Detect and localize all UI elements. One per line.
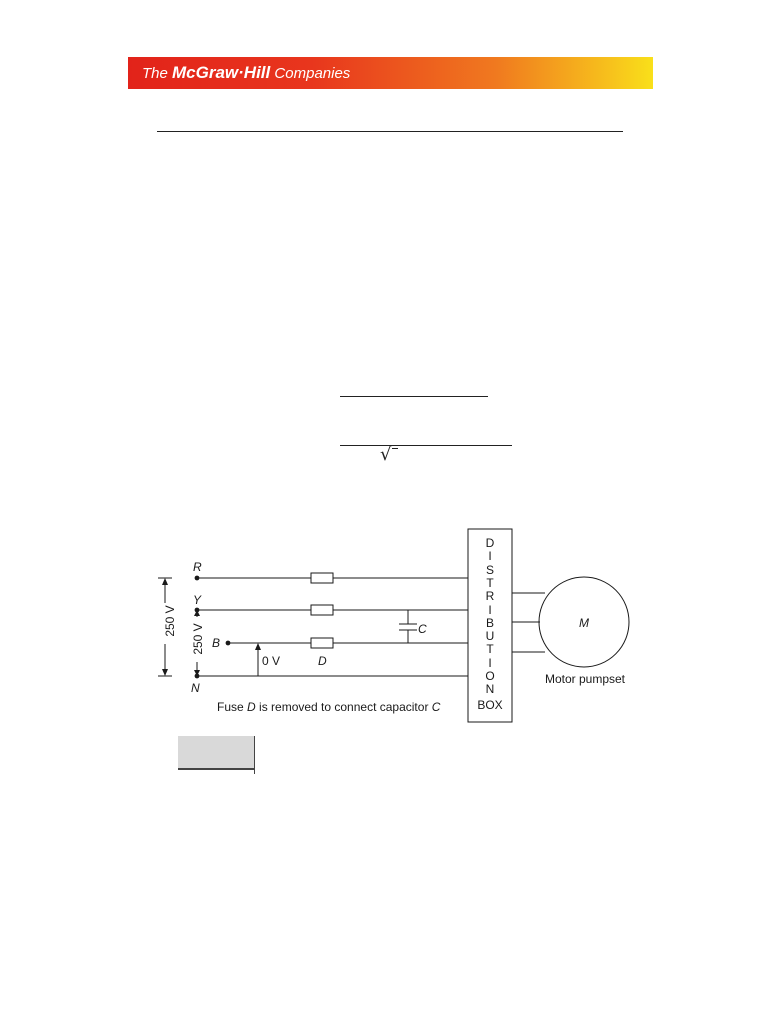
label-y: Y bbox=[193, 593, 202, 607]
node-r bbox=[195, 576, 200, 581]
zero-volt-arrowhead bbox=[255, 643, 261, 650]
fuse-r bbox=[311, 573, 333, 583]
label-n: N bbox=[191, 681, 200, 695]
dbox-letter: U bbox=[485, 629, 495, 643]
dbox-word: BOX bbox=[477, 698, 503, 712]
dim-outer-arrow-top bbox=[162, 578, 168, 585]
dbox-letter: I bbox=[488, 656, 492, 670]
dbox-letter: N bbox=[485, 682, 495, 696]
label-voltage-inner: 250 V bbox=[191, 623, 205, 655]
table-header-cell bbox=[178, 736, 254, 770]
caption-part: Fuse bbox=[217, 700, 248, 714]
diagram-caption bbox=[217, 700, 441, 714]
label-motor-caption: Motor pumpset bbox=[544, 672, 626, 686]
banner-prefix: The bbox=[142, 65, 173, 82]
dbox-letter: T bbox=[486, 576, 494, 590]
label-b: B bbox=[212, 636, 221, 650]
fuse-d bbox=[311, 638, 333, 648]
banner-brand: McGraw·Hill bbox=[172, 63, 271, 82]
dbox-letter: T bbox=[486, 642, 494, 656]
table-divider bbox=[254, 736, 255, 774]
distribution-box-label bbox=[477, 536, 502, 712]
dbox-letter: I bbox=[488, 603, 492, 617]
sqrt-symbol: √ bbox=[380, 444, 392, 465]
dbox-letter: S bbox=[485, 563, 495, 577]
label-r: R bbox=[193, 560, 202, 574]
dbox-letter: R bbox=[485, 589, 495, 603]
label-fuse-d: D bbox=[318, 654, 327, 668]
label-capacitor: C bbox=[418, 622, 427, 636]
node-b bbox=[226, 641, 231, 646]
label-zero-volt: 0 V bbox=[262, 654, 281, 668]
dbox-letter: O bbox=[485, 669, 495, 683]
fuse-y bbox=[311, 605, 333, 615]
banner-suffix: Companies bbox=[270, 65, 351, 82]
caption-part: C bbox=[431, 700, 441, 714]
dbox-letter: I bbox=[488, 549, 492, 563]
caption-part: D bbox=[247, 700, 256, 714]
label-voltage-outer: 250 V bbox=[163, 605, 177, 637]
dim-outer-arrow-bottom bbox=[162, 669, 168, 676]
label-motor: M bbox=[579, 616, 589, 630]
caption-part: is removed to connect capacitor bbox=[255, 700, 432, 714]
dbox-letter: B bbox=[485, 616, 495, 630]
dbox-letter: D bbox=[485, 536, 495, 550]
